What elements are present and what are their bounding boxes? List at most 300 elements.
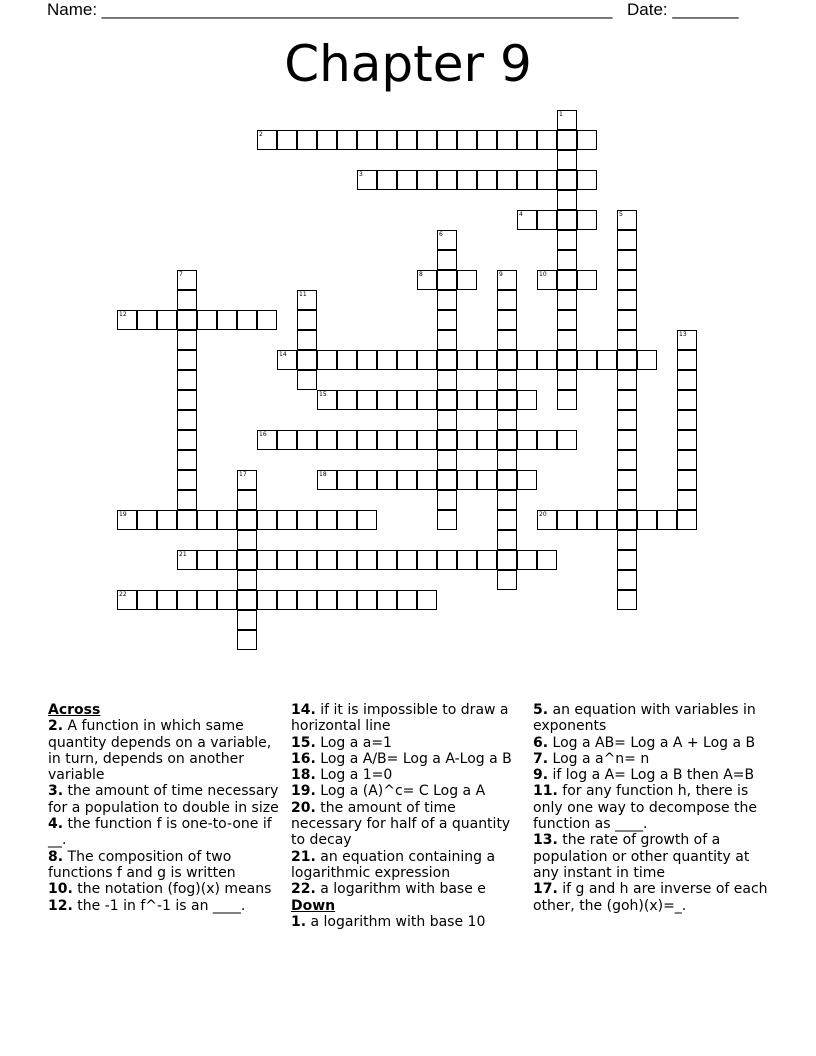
crossword-cell[interactable]: [517, 430, 537, 450]
cell-number: 20: [539, 511, 547, 518]
crossword-cell[interactable]: [197, 590, 217, 610]
crossword-cell[interactable]: [597, 350, 617, 370]
crossword-cell[interactable]: [297, 130, 317, 150]
clue-number: 9.: [533, 767, 549, 784]
crossword-cell[interactable]: [457, 470, 477, 490]
crossword-cell[interactable]: [497, 130, 517, 150]
crossword-cell[interactable]: [217, 590, 237, 610]
crossword-cell[interactable]: [297, 330, 317, 350]
crossword-cell[interactable]: [357, 390, 377, 410]
crossword-cell[interactable]: [377, 550, 397, 570]
crossword-cell[interactable]: [377, 130, 397, 150]
crossword-cell[interactable]: [337, 550, 357, 570]
clue-text: the rate of growth of a population or other quantity at any instant in time: [533, 832, 750, 881]
crossword-cell[interactable]: [537, 350, 557, 370]
crossword-cell[interactable]: [417, 470, 437, 490]
crossword-cell[interactable]: [337, 510, 357, 530]
crossword-cell[interactable]: [357, 350, 377, 370]
crossword-cell[interactable]: [437, 430, 457, 450]
crossword-cell[interactable]: [397, 170, 417, 190]
crossword-cell[interactable]: [417, 590, 437, 610]
crossword-cell[interactable]: [437, 390, 457, 410]
crossword-cell[interactable]: [257, 590, 277, 610]
crossword-cell[interactable]: [157, 510, 177, 530]
crossword-cell[interactable]: [537, 550, 557, 570]
crossword-cell[interactable]: [177, 490, 197, 510]
crossword-cell[interactable]: [437, 290, 457, 310]
crossword-cell[interactable]: [317, 590, 337, 610]
crossword-cell[interactable]: [257, 550, 277, 570]
clue-number: 2.: [48, 718, 64, 735]
crossword-cell[interactable]: [497, 170, 517, 190]
crossword-cell[interactable]: [557, 130, 577, 150]
cell-number: 2: [259, 131, 263, 138]
crossword-cell[interactable]: [397, 350, 417, 370]
crossword-cell[interactable]: [477, 430, 497, 450]
crossword-cell[interactable]: [277, 510, 297, 530]
crossword-cell[interactable]: [617, 510, 637, 530]
crossword-cell[interactable]: [537, 510, 557, 530]
crossword-cell[interactable]: [237, 470, 257, 490]
crossword-cell[interactable]: [337, 130, 357, 150]
cell-number: 21: [179, 551, 187, 558]
crossword-cell[interactable]: [617, 310, 637, 330]
crossword-cell[interactable]: [637, 510, 657, 530]
crossword-cell[interactable]: [177, 370, 197, 390]
cell-number: 14: [279, 351, 287, 358]
crossword-cell[interactable]: [377, 390, 397, 410]
crossword-cell[interactable]: [437, 230, 457, 250]
crossword-cell[interactable]: [317, 550, 337, 570]
crossword-cell[interactable]: [217, 550, 237, 570]
cell-number: 3: [359, 171, 363, 178]
crossword-cell[interactable]: [197, 510, 217, 530]
crossword-cell[interactable]: [137, 310, 157, 330]
crossword-cell[interactable]: [477, 170, 497, 190]
crossword-cell[interactable]: [237, 630, 257, 650]
crossword-cell[interactable]: [497, 550, 517, 570]
crossword-cell[interactable]: [677, 370, 697, 390]
crossword-cell[interactable]: [237, 530, 257, 550]
crossword-cell[interactable]: [177, 470, 197, 490]
clue-down-17: [533, 881, 773, 914]
crossword-cell[interactable]: [277, 350, 297, 370]
crossword-cell[interactable]: [677, 390, 697, 410]
crossword-cell[interactable]: [497, 470, 517, 490]
crossword-cell[interactable]: [497, 370, 517, 390]
clue-column-1: [48, 702, 283, 914]
cell-number: 8: [419, 271, 423, 278]
crossword-cell[interactable]: [297, 590, 317, 610]
crossword-cell[interactable]: [257, 510, 277, 530]
crossword-cell[interactable]: [177, 510, 197, 530]
crossword-cell[interactable]: [537, 170, 557, 190]
crossword-cell[interactable]: [177, 450, 197, 470]
crossword-cell[interactable]: [437, 370, 457, 390]
crossword-cell[interactable]: [237, 590, 257, 610]
crossword-cell[interactable]: [537, 430, 557, 450]
crossword-cell[interactable]: [517, 550, 537, 570]
clue-down-11: [533, 783, 773, 832]
crossword-cell[interactable]: [557, 310, 577, 330]
clue-number: 10.: [48, 881, 73, 898]
crossword-cell[interactable]: [437, 510, 457, 530]
crossword-cell[interactable]: [237, 310, 257, 330]
crossword-cell[interactable]: [517, 350, 537, 370]
crossword-cell[interactable]: [377, 470, 397, 490]
crossword-cell[interactable]: [617, 390, 637, 410]
crossword-cell[interactable]: [677, 330, 697, 350]
crossword-cell[interactable]: [177, 350, 197, 370]
across-heading: Across: [48, 702, 101, 718]
crossword-cell[interactable]: [417, 170, 437, 190]
crossword-cell[interactable]: [437, 130, 457, 150]
crossword-cell[interactable]: [557, 110, 577, 130]
crossword-cell[interactable]: [577, 270, 597, 290]
crossword-cell[interactable]: [117, 590, 137, 610]
crossword-cell[interactable]: [177, 410, 197, 430]
crossword-cell[interactable]: [617, 210, 637, 230]
clue-number: 18.: [291, 767, 316, 784]
clue-text: Log a AB= Log a A + Log a B: [552, 734, 756, 751]
crossword-cell[interactable]: [137, 510, 157, 530]
crossword-cell[interactable]: [297, 350, 317, 370]
clue-text: the amount of time necessary for a population to double in size: [48, 783, 279, 816]
crossword-cell[interactable]: [437, 310, 457, 330]
crossword-cell[interactable]: [497, 350, 517, 370]
crossword-cell[interactable]: [497, 510, 517, 530]
crossword-cell[interactable]: [337, 390, 357, 410]
crossword-cell[interactable]: [557, 150, 577, 170]
clue-across-4: [48, 816, 283, 849]
clue-text: the -1 in f^-1 is an ____.: [77, 897, 246, 914]
crossword-cell[interactable]: [237, 510, 257, 530]
crossword-cell[interactable]: [617, 570, 637, 590]
crossword-cell[interactable]: [297, 430, 317, 450]
crossword-cell[interactable]: [377, 430, 397, 450]
crossword-cell[interactable]: [557, 390, 577, 410]
crossword-cell[interactable]: [337, 430, 357, 450]
crossword-cell[interactable]: [617, 410, 637, 430]
clue-number: 17.: [533, 881, 558, 898]
crossword-cell[interactable]: [257, 130, 277, 150]
crossword-cell[interactable]: [177, 430, 197, 450]
clue-number: 11.: [533, 783, 558, 800]
crossword-cell[interactable]: [617, 550, 637, 570]
crossword-cell[interactable]: [557, 330, 577, 350]
crossword-cell[interactable]: [337, 350, 357, 370]
clue-across-21: [291, 849, 526, 882]
crossword-cell[interactable]: [237, 550, 257, 570]
crossword-cell[interactable]: [297, 550, 317, 570]
clue-number: 15.: [291, 734, 316, 751]
crossword-cell[interactable]: [677, 430, 697, 450]
crossword-cell[interactable]: [317, 390, 337, 410]
crossword-cell[interactable]: [417, 130, 437, 150]
crossword-cell[interactable]: [477, 350, 497, 370]
crossword-cell[interactable]: [317, 350, 337, 370]
crossword-cell[interactable]: [297, 290, 317, 310]
crossword-cell[interactable]: [417, 350, 437, 370]
crossword-cell[interactable]: [317, 130, 337, 150]
crossword-cell[interactable]: [437, 470, 457, 490]
crossword-cell[interactable]: [557, 170, 577, 190]
crossword-cell[interactable]: [617, 250, 637, 270]
crossword-cell[interactable]: [377, 170, 397, 190]
crossword-cell[interactable]: [537, 210, 557, 230]
cell-number: 15: [319, 391, 327, 398]
crossword-cell[interactable]: [317, 470, 337, 490]
crossword-cell[interactable]: [677, 490, 697, 510]
crossword-cell[interactable]: [277, 550, 297, 570]
crossword-cell[interactable]: [437, 330, 457, 350]
crossword-cell[interactable]: [277, 590, 297, 610]
crossword-cell[interactable]: [457, 270, 477, 290]
crossword-cell[interactable]: [157, 310, 177, 330]
crossword-cell[interactable]: [497, 270, 517, 290]
crossword-cell[interactable]: [577, 350, 597, 370]
crossword-cell[interactable]: [617, 270, 637, 290]
cell-number: 1: [559, 111, 563, 118]
crossword-cell[interactable]: [657, 510, 677, 530]
crossword-cell[interactable]: [297, 370, 317, 390]
crossword-cell[interactable]: [237, 570, 257, 590]
crossword-cell[interactable]: [457, 130, 477, 150]
crossword-cell[interactable]: [497, 310, 517, 330]
crossword-cell[interactable]: [617, 450, 637, 470]
clue-text: Log a a=1: [320, 734, 392, 751]
clue-text: Log a a^n= n: [552, 750, 650, 767]
crossword-cell[interactable]: [437, 490, 457, 510]
crossword-cell[interactable]: [597, 510, 617, 530]
clue-number: 8.: [48, 848, 64, 865]
crossword-cell[interactable]: [437, 410, 457, 430]
clue-text: the notation (fog)(x) means: [77, 881, 272, 898]
crossword-cell[interactable]: [677, 350, 697, 370]
crossword-cell[interactable]: [217, 310, 237, 330]
crossword-cell[interactable]: [237, 610, 257, 630]
crossword-cell[interactable]: [497, 570, 517, 590]
crossword-cell[interactable]: [237, 490, 257, 510]
crossword-cell[interactable]: [357, 130, 377, 150]
crossword-cell[interactable]: [177, 330, 197, 350]
clue-across-18: [291, 767, 526, 783]
crossword-cell[interactable]: [177, 590, 197, 610]
crossword-cell[interactable]: [637, 350, 657, 370]
crossword-cell[interactable]: [557, 510, 577, 530]
crossword-cell[interactable]: [297, 510, 317, 530]
clue-text: if g and h are inverse of each other, the (goh)(x)=_.: [533, 881, 768, 914]
crossword-cell[interactable]: [337, 590, 357, 610]
crossword-cell[interactable]: [577, 510, 597, 530]
crossword-cell[interactable]: [477, 470, 497, 490]
crossword-cell[interactable]: [457, 390, 477, 410]
crossword-cell[interactable]: [497, 530, 517, 550]
clue-across-15: [291, 735, 526, 751]
clue-number: 21.: [291, 848, 316, 865]
crossword-cell[interactable]: [477, 550, 497, 570]
crossword-cell[interactable]: [437, 350, 457, 370]
crossword-cell[interactable]: [557, 430, 577, 450]
crossword-cell[interactable]: [497, 430, 517, 450]
clue-number: 5.: [533, 702, 549, 718]
crossword-cell[interactable]: [537, 270, 557, 290]
crossword-cell[interactable]: [617, 430, 637, 450]
clue-number: 14.: [291, 702, 316, 718]
crossword-cell[interactable]: [417, 430, 437, 450]
crossword-cell[interactable]: [577, 170, 597, 190]
crossword-cell[interactable]: [617, 470, 637, 490]
cell-number: 13: [679, 331, 687, 338]
crossword-cell[interactable]: [357, 430, 377, 450]
crossword-cell[interactable]: [257, 430, 277, 450]
clue-across-19: [291, 783, 526, 799]
crossword-cell[interactable]: [497, 390, 517, 410]
crossword-cell[interactable]: [617, 290, 637, 310]
clue-number: 19.: [291, 783, 316, 800]
crossword-cell[interactable]: [357, 590, 377, 610]
crossword-cell[interactable]: [537, 130, 557, 150]
crossword-cell[interactable]: [617, 350, 637, 370]
crossword-cell[interactable]: [577, 210, 597, 230]
crossword-cell[interactable]: [557, 290, 577, 310]
crossword-cell[interactable]: [337, 470, 357, 490]
crossword-cell[interactable]: [457, 170, 477, 190]
crossword-cell[interactable]: [517, 170, 537, 190]
crossword-cell[interactable]: [177, 270, 197, 290]
crossword-cell[interactable]: [497, 330, 517, 350]
cell-number: 16: [259, 431, 267, 438]
crossword-cell[interactable]: [497, 290, 517, 310]
cell-number: 11: [299, 291, 307, 298]
clue-across-2: [48, 718, 283, 783]
crossword-cell[interactable]: [497, 490, 517, 510]
crossword-cell[interactable]: [357, 550, 377, 570]
clue-across-3: [48, 783, 283, 816]
crossword-cell[interactable]: [357, 170, 377, 190]
crossword-cell[interactable]: [497, 450, 517, 470]
crossword-cell[interactable]: [317, 510, 337, 530]
crossword-cell[interactable]: [477, 390, 497, 410]
cell-number: 6: [439, 231, 443, 238]
clue-text: if it is impossible to draw a horizontal line: [291, 702, 509, 735]
clue-text: The composition of two functions f and g is written: [48, 848, 236, 881]
crossword-cell[interactable]: [557, 370, 577, 390]
crossword-cell[interactable]: [197, 310, 217, 330]
clue-number: 4.: [48, 816, 64, 833]
crossword-cell[interactable]: [317, 430, 337, 450]
crossword-cell[interactable]: [297, 310, 317, 330]
clue-across-14: [291, 702, 526, 735]
crossword-cell[interactable]: [457, 350, 477, 370]
clue-across-10: [48, 881, 283, 897]
crossword-cell[interactable]: [277, 130, 297, 150]
crossword-cell[interactable]: [417, 270, 437, 290]
crossword-cell[interactable]: [377, 590, 397, 610]
crossword-cell[interactable]: [577, 130, 597, 150]
crossword-cell[interactable]: [417, 550, 437, 570]
crossword-cell[interactable]: [557, 190, 577, 210]
crossword-cell[interactable]: [617, 590, 637, 610]
crossword-cell[interactable]: [557, 350, 577, 370]
down-heading: Down: [291, 897, 336, 914]
crossword-cell[interactable]: [177, 390, 197, 410]
crossword-cell[interactable]: [217, 510, 237, 530]
crossword-cell[interactable]: [137, 590, 157, 610]
crossword-cell[interactable]: [517, 130, 537, 150]
crossword-cell[interactable]: [397, 550, 417, 570]
crossword-cell[interactable]: [517, 470, 537, 490]
crossword-cell[interactable]: [357, 470, 377, 490]
clue-number: 7.: [533, 750, 549, 767]
crossword-cell[interactable]: [617, 490, 637, 510]
crossword-cell[interactable]: [177, 310, 197, 330]
crossword-cell[interactable]: [617, 230, 637, 250]
crossword-cell[interactable]: [257, 310, 277, 330]
clue-across-22: [291, 881, 526, 897]
clue-down-1: [291, 914, 526, 930]
date-field-label[interactable]: Date: _______: [627, 0, 739, 19]
crossword-cell[interactable]: [517, 210, 537, 230]
crossword-cell[interactable]: [117, 510, 137, 530]
crossword-cell[interactable]: [677, 510, 697, 530]
clue-text: Log a A/B= Log a A-Log a B: [320, 750, 512, 767]
crossword-cell[interactable]: [457, 550, 477, 570]
crossword-cell[interactable]: [437, 250, 457, 270]
clue-down-13: [533, 832, 773, 881]
crossword-cell[interactable]: [677, 410, 697, 430]
cell-number: 12: [119, 311, 127, 318]
crossword-cell[interactable]: [677, 470, 697, 490]
crossword-cell[interactable]: [277, 430, 297, 450]
crossword-cell[interactable]: [517, 390, 537, 410]
crossword-cell[interactable]: [397, 470, 417, 490]
crossword-cell[interactable]: [557, 270, 577, 290]
crossword-cell[interactable]: [397, 590, 417, 610]
name-field-label[interactable]: Name: ______________________________________________________: [47, 0, 613, 19]
crossword-cell[interactable]: [437, 170, 457, 190]
crossword-cell[interactable]: [397, 390, 417, 410]
crossword-cell[interactable]: [157, 590, 177, 610]
crossword-cell[interactable]: [617, 370, 637, 390]
crossword-cell[interactable]: [557, 210, 577, 230]
crossword-cell[interactable]: [457, 430, 477, 450]
clue-number: 13.: [533, 832, 558, 849]
crossword-cell[interactable]: [677, 450, 697, 470]
crossword-cell[interactable]: [557, 250, 577, 270]
crossword-cell[interactable]: [437, 450, 457, 470]
crossword-cell[interactable]: [177, 550, 197, 570]
crossword-cell[interactable]: [197, 550, 217, 570]
crossword-cell[interactable]: [557, 230, 577, 250]
crossword-cell[interactable]: [357, 510, 377, 530]
crossword-cell[interactable]: [497, 410, 517, 430]
crossword-cell[interactable]: [617, 530, 637, 550]
crossword-cell[interactable]: [417, 390, 437, 410]
crossword-cell[interactable]: [617, 330, 637, 350]
clue-text: for any function h, there is only one way to decompose the function as ____.: [533, 783, 758, 833]
crossword-cell[interactable]: [397, 130, 417, 150]
cell-number: 22: [119, 591, 127, 598]
crossword-cell[interactable]: [437, 550, 457, 570]
clue-number: 12.: [48, 897, 73, 914]
crossword-cell[interactable]: [177, 290, 197, 310]
crossword-cell[interactable]: [437, 270, 457, 290]
crossword-cell[interactable]: [397, 430, 417, 450]
crossword-cell[interactable]: [377, 350, 397, 370]
crossword-cell[interactable]: [477, 130, 497, 150]
crossword-cell[interactable]: [117, 310, 137, 330]
